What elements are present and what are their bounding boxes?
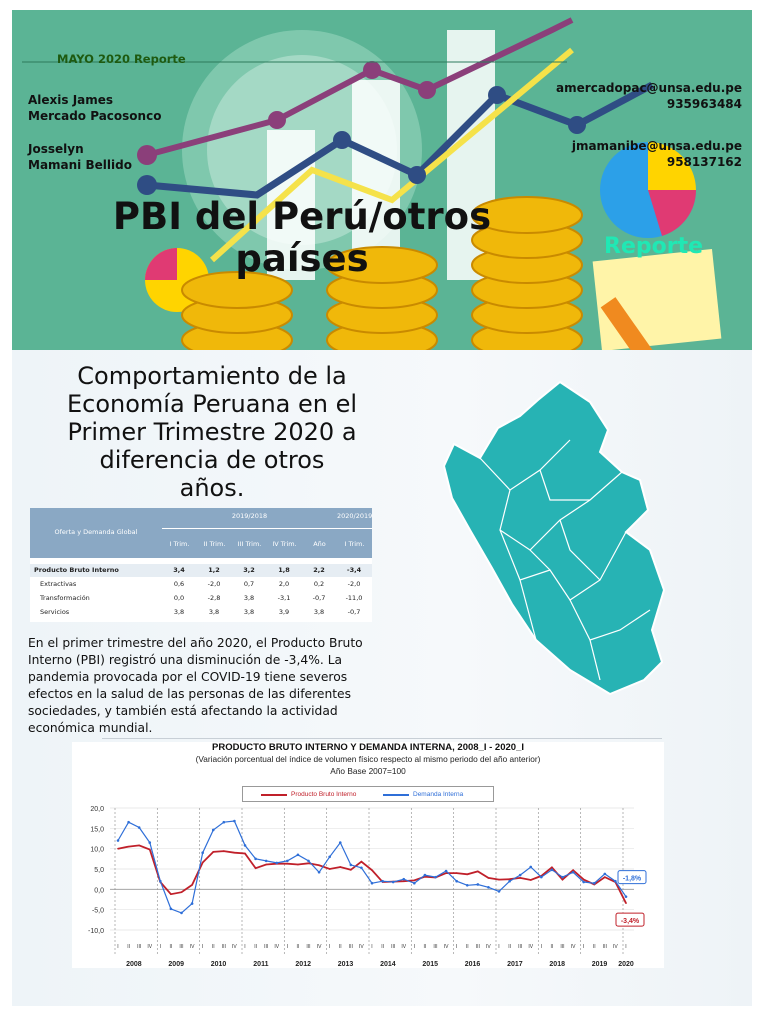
series-pbi-point xyxy=(488,877,490,879)
quarter-label: II xyxy=(211,944,215,950)
series-pbi-point xyxy=(456,872,458,874)
contact-1-email[interactable]: amercadopac@unsa.edu.pe xyxy=(556,81,742,95)
series-pbi-point xyxy=(403,880,405,882)
series-pbi-point xyxy=(318,865,320,867)
table-row xyxy=(30,592,372,605)
quarter-label: II xyxy=(296,944,300,950)
series-demanda-point xyxy=(487,886,490,889)
quarter-label: IV xyxy=(316,944,322,950)
series-pbi-point xyxy=(572,869,574,871)
quarter-label: III xyxy=(221,944,226,950)
series-pbi-point xyxy=(212,851,214,853)
series-demanda-point xyxy=(254,858,257,861)
peru-map xyxy=(440,380,680,700)
series-demanda-point xyxy=(117,839,120,842)
table-row-label: Extractivas xyxy=(40,580,77,588)
report-tag: Reporte xyxy=(604,234,704,259)
table-cell: -0,7 xyxy=(312,594,326,602)
contact-1 xyxy=(556,80,742,112)
series-pbi-point xyxy=(551,867,553,869)
quarter-label: III xyxy=(348,944,353,950)
table-cell: 3,8 xyxy=(208,608,220,616)
year-label: 2013 xyxy=(337,961,354,968)
quarter-label: I xyxy=(117,944,119,950)
quarter-label: I xyxy=(413,944,416,950)
chart-subtitle: (Variación porcentual del índice de volumen físico respecto al mismo periodo del año anterior) xyxy=(195,754,541,764)
series-demanda-point xyxy=(138,826,141,829)
series-demanda-point xyxy=(551,869,554,872)
author-1 xyxy=(28,92,161,124)
table-cell: 3,8 xyxy=(173,608,185,616)
series-pbi-point xyxy=(371,869,373,871)
series-demanda-point xyxy=(191,902,194,905)
series-demanda-point xyxy=(455,880,458,883)
table-col: Año xyxy=(313,540,326,548)
quarter-label: III xyxy=(433,944,438,950)
year-label: 2015 xyxy=(422,961,438,968)
series-demanda-point xyxy=(286,860,289,863)
series-demanda-point xyxy=(170,908,173,911)
economic-table xyxy=(30,508,372,622)
quarter-label: II xyxy=(338,944,342,950)
table-cell: 1,2 xyxy=(208,566,220,574)
series-demanda-point xyxy=(604,873,607,876)
quarter-label: I xyxy=(328,944,331,950)
year-label: 2014 xyxy=(380,961,396,968)
series-pbi-point xyxy=(191,884,193,886)
quarter-label: III xyxy=(264,944,269,950)
series-demanda-point xyxy=(572,871,575,874)
table-cell: 2,0 xyxy=(278,580,290,588)
series-pbi-point xyxy=(181,891,183,893)
quarter-label: IV xyxy=(359,944,364,950)
contact-2-email[interactable]: jmamanibe@unsa.edu.pe xyxy=(571,139,742,153)
table-cell: 0,2 xyxy=(313,580,325,588)
author-2 xyxy=(28,141,132,173)
series-demanda-line xyxy=(118,821,626,913)
quarter-label: IV xyxy=(443,944,449,950)
quarter-label: II xyxy=(550,944,554,950)
series-pbi-point xyxy=(265,864,267,866)
series-pbi-point xyxy=(583,879,585,881)
quarter-label: III xyxy=(475,944,480,950)
series-pbi-point xyxy=(414,880,416,882)
table-cell: 3,2 xyxy=(243,566,255,574)
series-pbi-point xyxy=(234,852,236,854)
contact-2-phone: 958137162 xyxy=(666,155,742,169)
title-line-2: países xyxy=(235,237,369,280)
series-demanda-point xyxy=(201,851,204,854)
year-label: 2009 xyxy=(168,961,184,968)
quarter-label: I xyxy=(159,944,162,950)
heading-line: Primer Trimestre 2020 a xyxy=(67,418,357,446)
chart-plot xyxy=(72,742,664,968)
table-cell: 3,8 xyxy=(243,594,255,602)
series-demanda-point xyxy=(582,881,585,884)
quarter-label: I xyxy=(286,944,289,950)
series-demanda-point xyxy=(297,853,300,856)
legend-pbi: Producto Bruto Interno xyxy=(291,791,357,798)
quarter-label: I xyxy=(244,944,246,950)
author-1-line1: Alexis James xyxy=(28,93,114,107)
title-line-1: PBI del Perú/otros xyxy=(112,195,492,238)
table-cell: 3,9 xyxy=(278,608,290,616)
series-pbi-point xyxy=(255,867,257,869)
page-title xyxy=(52,196,552,280)
series-pbi-point xyxy=(562,879,564,881)
table-row-label: Producto Bruto Interno xyxy=(34,566,119,574)
heading-line: diferencia de otros xyxy=(99,446,325,474)
table-cell: 0,6 xyxy=(173,580,185,588)
quarter-label: IV xyxy=(401,944,407,950)
table-cell: -11,0 xyxy=(345,594,363,602)
series-pbi-point xyxy=(223,850,225,852)
quarter-label: III xyxy=(137,944,142,950)
series-demanda-point xyxy=(434,876,437,879)
series-demanda-point xyxy=(529,866,532,869)
series-demanda-point xyxy=(593,882,596,885)
series-demanda-point xyxy=(328,856,331,859)
quarter-label: II xyxy=(127,944,130,950)
series-pbi-point xyxy=(530,879,532,881)
quarter-label: II xyxy=(381,944,384,950)
quarter-label: II xyxy=(169,944,173,950)
quarter-label: III xyxy=(602,944,607,950)
quarter-label: I xyxy=(371,944,373,950)
y-tick-label: 15,0 xyxy=(90,826,104,834)
series-pbi-point xyxy=(466,873,468,875)
year-label: 2008 xyxy=(126,961,142,968)
series-pbi-point xyxy=(244,853,246,855)
series-demanda-point xyxy=(561,876,564,879)
quarter-label: III xyxy=(306,944,311,950)
year-label: 2019 xyxy=(591,961,608,968)
chart-base-year: Año Base 2007=100 xyxy=(330,766,406,776)
series-pbi-point xyxy=(202,862,204,864)
series-demanda-point xyxy=(275,862,278,865)
y-tick-label: -5,0 xyxy=(91,907,104,915)
table-cell: 3,8 xyxy=(243,608,255,616)
series-pbi-point xyxy=(308,863,310,865)
series-demanda-point xyxy=(508,880,511,883)
quarter-label: II xyxy=(465,944,469,950)
table-cell: 0,7 xyxy=(243,580,255,588)
year-label: 2020 xyxy=(618,961,634,968)
quarter-label: IV xyxy=(570,944,576,950)
series-demanda-point xyxy=(445,870,448,873)
quarter-label: I xyxy=(540,944,543,950)
table-cell: -2,8 xyxy=(207,594,221,602)
divider xyxy=(102,738,662,739)
series-pbi-point xyxy=(287,863,289,865)
table-row xyxy=(30,578,372,591)
series-pbi-point xyxy=(117,848,119,850)
series-demanda-point xyxy=(424,874,427,877)
table-cell: -3,1 xyxy=(277,594,291,602)
series-pbi-point xyxy=(509,878,511,880)
table-group-2020: 2020/2019 xyxy=(337,512,373,520)
table-cell: -3,4 xyxy=(346,566,362,574)
quarter-label: III xyxy=(391,944,396,950)
heading-line: Economía Peruana en el xyxy=(66,390,358,418)
contact-2 xyxy=(572,138,742,170)
series-demanda-point xyxy=(148,841,151,844)
y-tick-label: 0,0 xyxy=(94,887,104,895)
series-pbi-point xyxy=(297,864,299,866)
series-demanda-point xyxy=(402,878,405,881)
quarter-label: I xyxy=(201,944,204,950)
y-tick-label: -10,0 xyxy=(88,928,104,935)
series-demanda-point xyxy=(159,880,162,883)
table-header xyxy=(30,508,372,558)
quarter-label: IV xyxy=(189,944,195,950)
series-pbi-point xyxy=(138,845,140,847)
year-label: 2016 xyxy=(464,961,481,968)
header-banner xyxy=(12,10,752,350)
series-demanda-point xyxy=(127,821,130,824)
series-demanda-point xyxy=(350,864,353,867)
series-pbi-point xyxy=(445,872,447,874)
series-demanda-point xyxy=(392,881,395,884)
series-pbi-point xyxy=(604,876,606,878)
table-cell: 0,0 xyxy=(173,594,185,602)
annotation-pbi: -3,4% xyxy=(620,918,640,926)
series-demanda-point xyxy=(477,883,480,886)
table-row-label: Servicios xyxy=(40,608,70,616)
year-label: 2017 xyxy=(507,961,523,968)
quarter-label: II xyxy=(592,944,596,950)
quarter-label: I xyxy=(582,944,585,950)
table-group-2019: 2019/2018 xyxy=(231,512,268,520)
series-pbi-point xyxy=(128,846,130,848)
table-row-label: Transformación xyxy=(40,594,90,602)
series-demanda-point xyxy=(212,829,215,832)
y-tick-label: 20,0 xyxy=(90,806,104,813)
table-row xyxy=(30,606,372,619)
table-cell: 1,8 xyxy=(278,566,290,574)
year-label: 2010 xyxy=(210,961,227,968)
author-1-line2: Mercado Pacosonco xyxy=(28,109,162,123)
table-cell: 3,8 xyxy=(313,608,325,616)
series-pbi-point xyxy=(625,902,627,904)
table-col: I Trim. xyxy=(344,540,365,548)
author-2-line2: Mamani Bellido xyxy=(28,158,132,172)
table-cell: -2,0 xyxy=(347,580,361,588)
series-pbi-point xyxy=(477,871,479,873)
quarter-label: I xyxy=(498,944,500,950)
quarter-label: IV xyxy=(528,944,534,950)
series-demanda-point xyxy=(413,882,416,885)
y-tick-label: 5,0 xyxy=(94,867,104,874)
quarter-label: III xyxy=(518,944,523,950)
series-demanda-point xyxy=(244,844,247,847)
year-label: 2012 xyxy=(295,961,311,968)
series-demanda-point xyxy=(339,841,342,844)
series-demanda-point xyxy=(519,874,522,877)
y-tick-label: 10,0 xyxy=(90,846,104,854)
table-col: II Trim. xyxy=(203,540,226,548)
series-pbi-point xyxy=(498,879,500,881)
series-pbi-point xyxy=(329,868,331,870)
series-demanda-point xyxy=(614,880,617,883)
quarter-label: III xyxy=(560,944,565,950)
gdp-chart xyxy=(72,742,664,968)
quarter-label: IV xyxy=(232,944,237,950)
quarter-label: IV xyxy=(274,944,280,950)
heading-line: años. xyxy=(179,474,245,502)
series-demanda-point xyxy=(466,884,469,887)
heading-line: Comportamiento de la xyxy=(77,362,347,390)
series-demanda-point xyxy=(381,880,384,883)
series-pbi-point xyxy=(519,877,521,879)
quarter-label: II xyxy=(423,944,427,950)
series-pbi-point xyxy=(149,849,151,851)
intro-paragraph: En el primer trimestre del año 2020, el Producto Bruto Interno (PBI) registró una disminución de -3,4%. La pandemia provocada por el COVID-19 tiene severos efectos en la salud de las personas de las diferentes sociedades, y también está afectando la actividad económica mundial. xyxy=(28,636,363,735)
series-demanda-point xyxy=(180,912,183,915)
series-demanda-point xyxy=(265,860,268,863)
table-corner: Oferta y Demanda Global xyxy=(54,528,138,536)
quarter-label: III xyxy=(179,944,184,950)
series-demanda-point xyxy=(307,860,310,863)
series-demanda-point xyxy=(498,890,501,893)
series-demanda-point xyxy=(360,866,363,869)
report-date: MAYO 2020 Reporte xyxy=(57,52,186,66)
table-col: I Trim. xyxy=(169,540,190,548)
table-col: IV Trim. xyxy=(272,540,297,548)
author-2-line1: Josselyn xyxy=(28,142,84,156)
series-demanda-point xyxy=(233,820,236,823)
quarter-label: IV xyxy=(147,944,153,950)
table-cell: 3,4 xyxy=(173,566,185,574)
contact-1-phone: 935963484 xyxy=(666,97,742,111)
table-col: III Trim. xyxy=(237,540,262,548)
legend-demanda: Demanda Interna xyxy=(413,791,464,798)
quarter-label: IV xyxy=(613,944,618,950)
annotation-demanda: -1,8% xyxy=(622,875,642,883)
quarter-label: I xyxy=(625,944,627,950)
series-pbi-point xyxy=(339,866,341,868)
section-heading xyxy=(42,362,382,502)
table-row xyxy=(30,564,372,577)
series-pbi-point xyxy=(361,861,363,863)
quarter-label: IV xyxy=(486,944,491,950)
year-label: 2018 xyxy=(549,961,565,968)
series-demanda-point xyxy=(625,895,628,898)
series-demanda-point xyxy=(318,871,321,874)
table-cell: -2,0 xyxy=(207,580,221,588)
main-panel xyxy=(12,350,752,1006)
series-demanda-point xyxy=(371,882,374,885)
quarter-label: II xyxy=(508,944,511,950)
series-pbi-point xyxy=(350,869,352,871)
table-cell: 2,2 xyxy=(313,566,325,574)
quarter-label: II xyxy=(254,944,257,950)
series-pbi-point xyxy=(170,893,172,895)
series-demanda-point xyxy=(223,821,226,824)
year-label: 2011 xyxy=(253,961,269,968)
chart-title: PRODUCTO BRUTO INTERNO Y DEMANDA INTERNA, 2008_I - 2020_I xyxy=(212,742,524,753)
quarter-label: I xyxy=(455,944,458,950)
table-cell: -0,7 xyxy=(347,608,361,616)
series-demanda-point xyxy=(540,876,543,879)
